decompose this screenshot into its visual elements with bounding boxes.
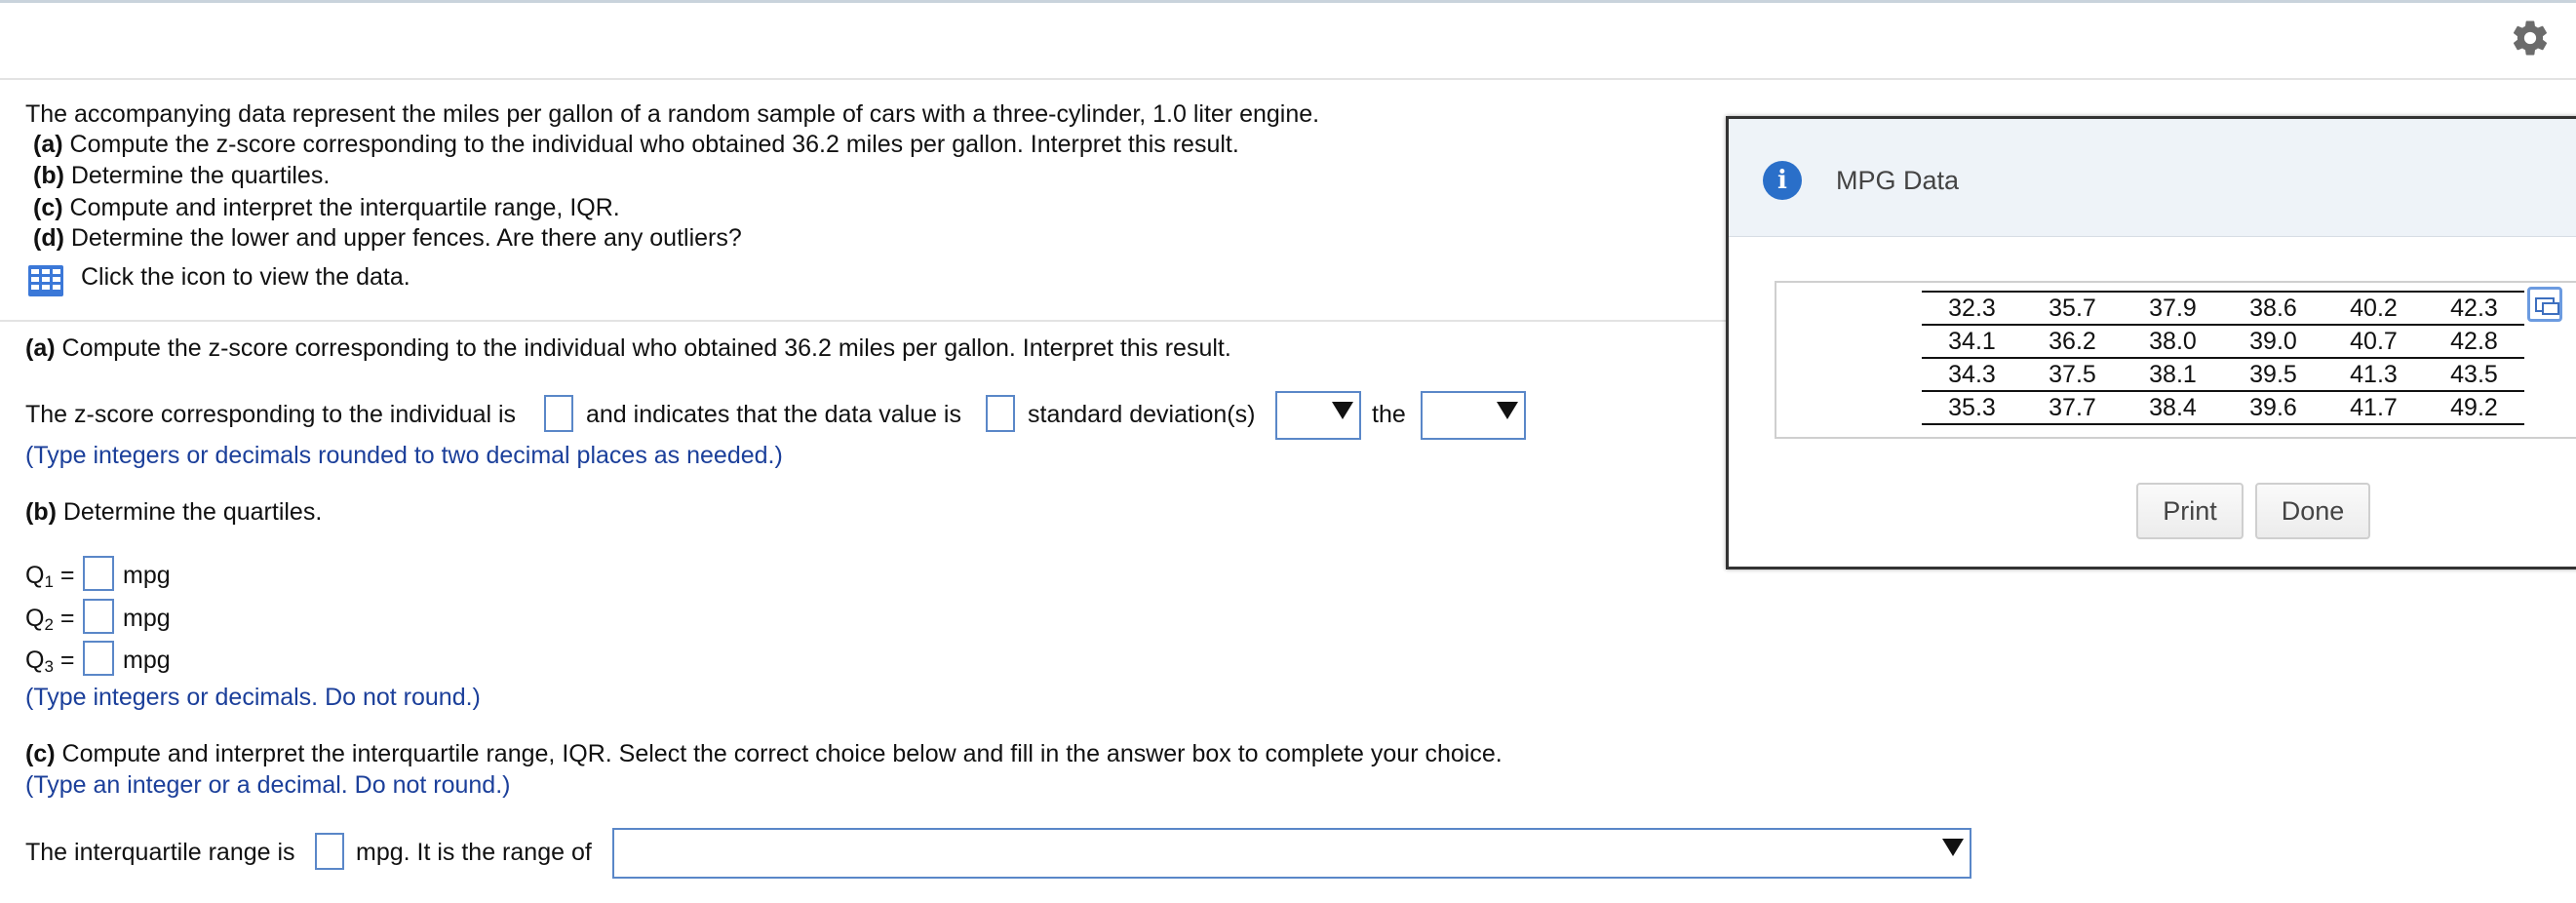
intro-text: The accompanying data represent the miles per gallon of a random sample of cars with a three-cylinder, 1.0 liter engine.: [25, 100, 1320, 128]
intro-part-d: (d) Determine the lower and upper fences. Are there any outliers?: [33, 224, 742, 252]
mpg-data-table: [1922, 291, 2524, 425]
table-row: [1922, 391, 2524, 424]
iqr-input[interactable]: [315, 833, 344, 870]
chevron-down-icon: [1497, 402, 1518, 419]
table-row: [1922, 358, 2524, 391]
part-c-sentence-2: mpg. It is the range of: [356, 839, 592, 866]
intro-part-c: (c) Compute and interpret the interquartile range, IQR.: [33, 194, 620, 221]
table-cell: 32.3: [1922, 292, 2022, 325]
table-row: [1922, 292, 2524, 325]
table-cell: 49.2: [2424, 391, 2524, 424]
q3-unit: mpg: [123, 647, 171, 674]
table-cell: 42.3: [2424, 292, 2524, 325]
header-divider: [0, 78, 2576, 80]
part-b-heading: (b) Determine the quartiles.: [25, 498, 323, 526]
dialog-header: [1729, 119, 2576, 237]
section-divider: [0, 320, 1726, 322]
table-cell: 37.9: [2123, 292, 2223, 325]
table-cell: 39.5: [2223, 358, 2323, 391]
q1-input[interactable]: [83, 556, 114, 591]
part-c-heading: (c) Compute and interpret the interquartile range, IQR. Select the correct choice below and fill in the answer box to complete your choice.: [25, 740, 1503, 767]
q2-unit: mpg: [123, 605, 171, 632]
copy-to-spreadsheet-icon[interactable]: [2527, 287, 2562, 322]
table-cell: 37.5: [2022, 358, 2123, 391]
table-cell: 38.1: [2123, 358, 2223, 391]
table-row: [1922, 325, 2524, 358]
top-border: [0, 0, 2576, 3]
intro-part-b: (b) Determine the quartiles.: [33, 162, 331, 189]
intro-part-a: (a) Compute the z-score corresponding to the individual who obtained 36.2 miles per gallon. Interpret this result.: [33, 131, 1239, 158]
table-cell: 39.0: [2223, 325, 2323, 358]
table-cell: 40.7: [2323, 325, 2424, 358]
table-cell: 43.5: [2424, 358, 2524, 391]
gear-icon[interactable]: [2510, 18, 2551, 59]
q2-input[interactable]: [83, 599, 114, 634]
table-cell: 38.4: [2123, 391, 2223, 424]
data-table-frame: [1775, 281, 2576, 439]
part-a-sentence-4: the: [1372, 401, 1406, 428]
part-c-hint: (Type an integer or a decimal. Do not round.): [25, 771, 511, 799]
table-cell: 34.3: [1922, 358, 2022, 391]
chevron-down-icon: [1942, 839, 1964, 856]
part-a-sentence-2: and indicates that the data value is: [586, 401, 961, 428]
table-cell: 38.0: [2123, 325, 2223, 358]
info-icon: i: [1763, 161, 1802, 200]
z-score-input[interactable]: [544, 395, 573, 432]
q3-label: $Q_3$ =: [25, 647, 75, 676]
part-a-sentence-3: standard deviation(s): [1028, 401, 1256, 428]
table-cell: 35.3: [1922, 391, 2022, 424]
q2-label: $Q_2$ =: [25, 605, 75, 634]
table-cell: 35.7: [2022, 292, 2123, 325]
table-cell: 40.2: [2323, 292, 2424, 325]
table-cell: 41.3: [2323, 358, 2424, 391]
table-cell: 36.2: [2022, 325, 2123, 358]
q1-label: $Q_1$ =: [25, 562, 75, 591]
table-cell: 37.7: [2022, 391, 2123, 424]
table-cell: 38.6: [2223, 292, 2323, 325]
dialog-title: MPG Data: [1836, 166, 1960, 195]
mpg-data-dialog: [1726, 116, 2576, 569]
q3-input[interactable]: [83, 641, 114, 676]
mean-select[interactable]: [1421, 391, 1526, 440]
table-cell: 39.6: [2223, 391, 2323, 424]
done-button[interactable]: Done: [2255, 483, 2370, 539]
part-b-hint: (Type integers or decimals. Do not round.): [25, 684, 481, 711]
spreadsheet-grid-icon[interactable]: [27, 264, 64, 297]
view-data-link[interactable]: Click the icon to view the data.: [81, 263, 410, 291]
print-button[interactable]: Print: [2136, 483, 2244, 539]
part-a-heading: (a) Compute the z-score corresponding to the individual who obtained 36.2 miles per gallon. Interpret this result.: [25, 334, 1231, 362]
part-a-hint: (Type integers or decimals rounded to two decimal places as needed.): [25, 442, 783, 469]
part-c-sentence-1: The interquartile range is: [25, 839, 295, 866]
above-below-select[interactable]: [1275, 391, 1361, 440]
table-cell: 34.1: [1922, 325, 2022, 358]
table-cell: 41.7: [2323, 391, 2424, 424]
q1-unit: mpg: [123, 562, 171, 589]
part-a-sentence-1: The z-score corresponding to the individual is: [25, 401, 517, 428]
std-dev-count-input[interactable]: [986, 395, 1015, 432]
chevron-down-icon: [1332, 402, 1353, 419]
table-cell: 42.8: [2424, 325, 2524, 358]
iqr-interpretation-select[interactable]: [612, 828, 1971, 879]
